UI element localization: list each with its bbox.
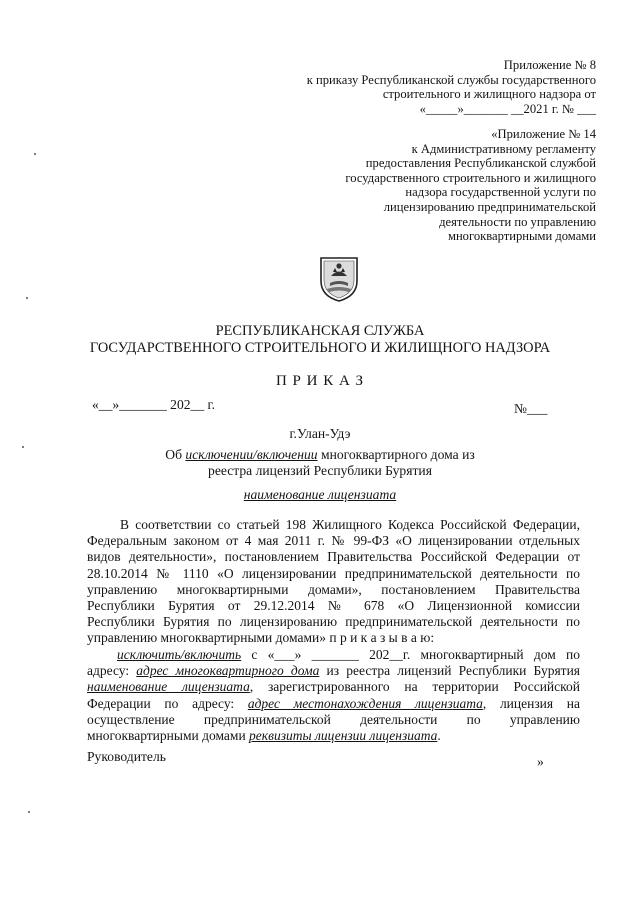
preamble-line: 28.10.2014 № 1110 «О лицензировании предпринимательской деятельности по [87,565,580,581]
signature-label: Руководитель [87,749,166,764]
appendix-14-line: предоставления Республиканской службой [365,156,596,171]
agency-line: РЕСПУБЛИКАНСКАЯ СЛУЖБА [215,323,425,339]
preamble-line: видов деятельности», постановлением Правительства Российской Федерации от [87,549,580,565]
order-subject [0,447,640,479]
appendix-14-line: к Административному регламенту [411,141,596,156]
coat-of-arms-emblem [318,254,360,302]
preamble-line: Федеральным законом от 4 мая 2011 г. № 99-ФЗ «О лицензировании отдельных [87,533,580,549]
agency-line: ГОСУДАРСТВЕННОГО СТРОИТЕЛЬНОГО И ЖИЛИЩНОГО НАДЗОРА [89,340,551,356]
scan-speck [34,153,36,155]
action-placeholder: исключить/включить [117,647,242,662]
appendix-14-line: многоквартирными домами [447,229,596,244]
preamble-line: управлению многоквартирными домами» п р и к а з ы в а ю: [87,630,435,646]
order-city: г.Улан-Удэ [289,426,351,441]
appendix-8-line: к приказу Республиканской службы государственного [306,72,596,87]
subject-prefix: Об [165,447,186,462]
preamble-line: В соответствии со статьей 198 Жилищного Кодекса Российской Федерации, [120,517,580,532]
licensee-placeholder [0,487,640,503]
closing-quote: » [537,754,544,769]
appendix-14-line: надзора государственной услуги по [405,185,596,200]
appendix-14-line: «Приложение № 14 [491,127,596,141]
agency-heading [0,323,640,357]
preamble-line: Республики Бурятия по лицензированию предпринимательской деятельности по [87,614,580,630]
appendix-14-line: лицензированию предпринимательской [383,199,596,214]
preamble-line: управлению многоквартирными домами», постановлением Правительства [87,581,580,597]
appendix-14-block [345,127,596,244]
scan-speck [26,297,28,299]
subject-variant: исключении/включении [185,447,318,462]
subject-line-2: реестра лицензий Республики Бурятия [208,463,432,478]
address-placeholder: адрес многоквартирного дома [136,663,320,679]
appendix-8-block [307,58,596,116]
licensee-name: наименование лицензиата [243,487,397,502]
subject-rest: многоквартирного дома из [317,447,475,462]
order-title: П Р И К А З [275,373,365,389]
licensee-placeholder-inline: наименование лицензиата [87,679,250,695]
appendix-8-line: «_____»_______ __2021 г. № ___ [419,101,596,116]
appendix-14-line: деятельности по управлению [439,214,596,229]
order-number: №___ [514,401,548,416]
scan-speck [22,446,24,448]
appendix-8-line: строительного и жилищного надзора от [382,87,596,102]
appendix-8-line: Приложение № 8 [503,58,596,72]
scan-speck [28,811,30,813]
licensee-address-placeholder: адрес местонахождения лицензиата [247,695,483,711]
preamble-paragraph [87,517,580,647]
order-clause-paragraph: исключить/включить с «___» _______ 202__г. многоквартирный дом по адресу: адрес многоквартирного дома из реестра лицензий Республики Бурятия наименование лицензиата, зарегистрированного на территории Российской Федерации по адресу: адрес местонахождения лицензиата, лицензия на осуществление предпринимательской деятельности по управлению многоквартирными домами реквизиты лицензии лицензиата. [87,647,581,744]
license-details-placeholder: реквизиты лицензии лицензиата [249,728,438,744]
order-date: «__»_______ 202__ г. [92,397,215,412]
preamble-line: Республики Бурятия от 29.12.2014 № 678 «О Лицензионной комиссии [87,598,580,614]
appendix-14-line: государственного строительного и жилищного [345,170,596,185]
